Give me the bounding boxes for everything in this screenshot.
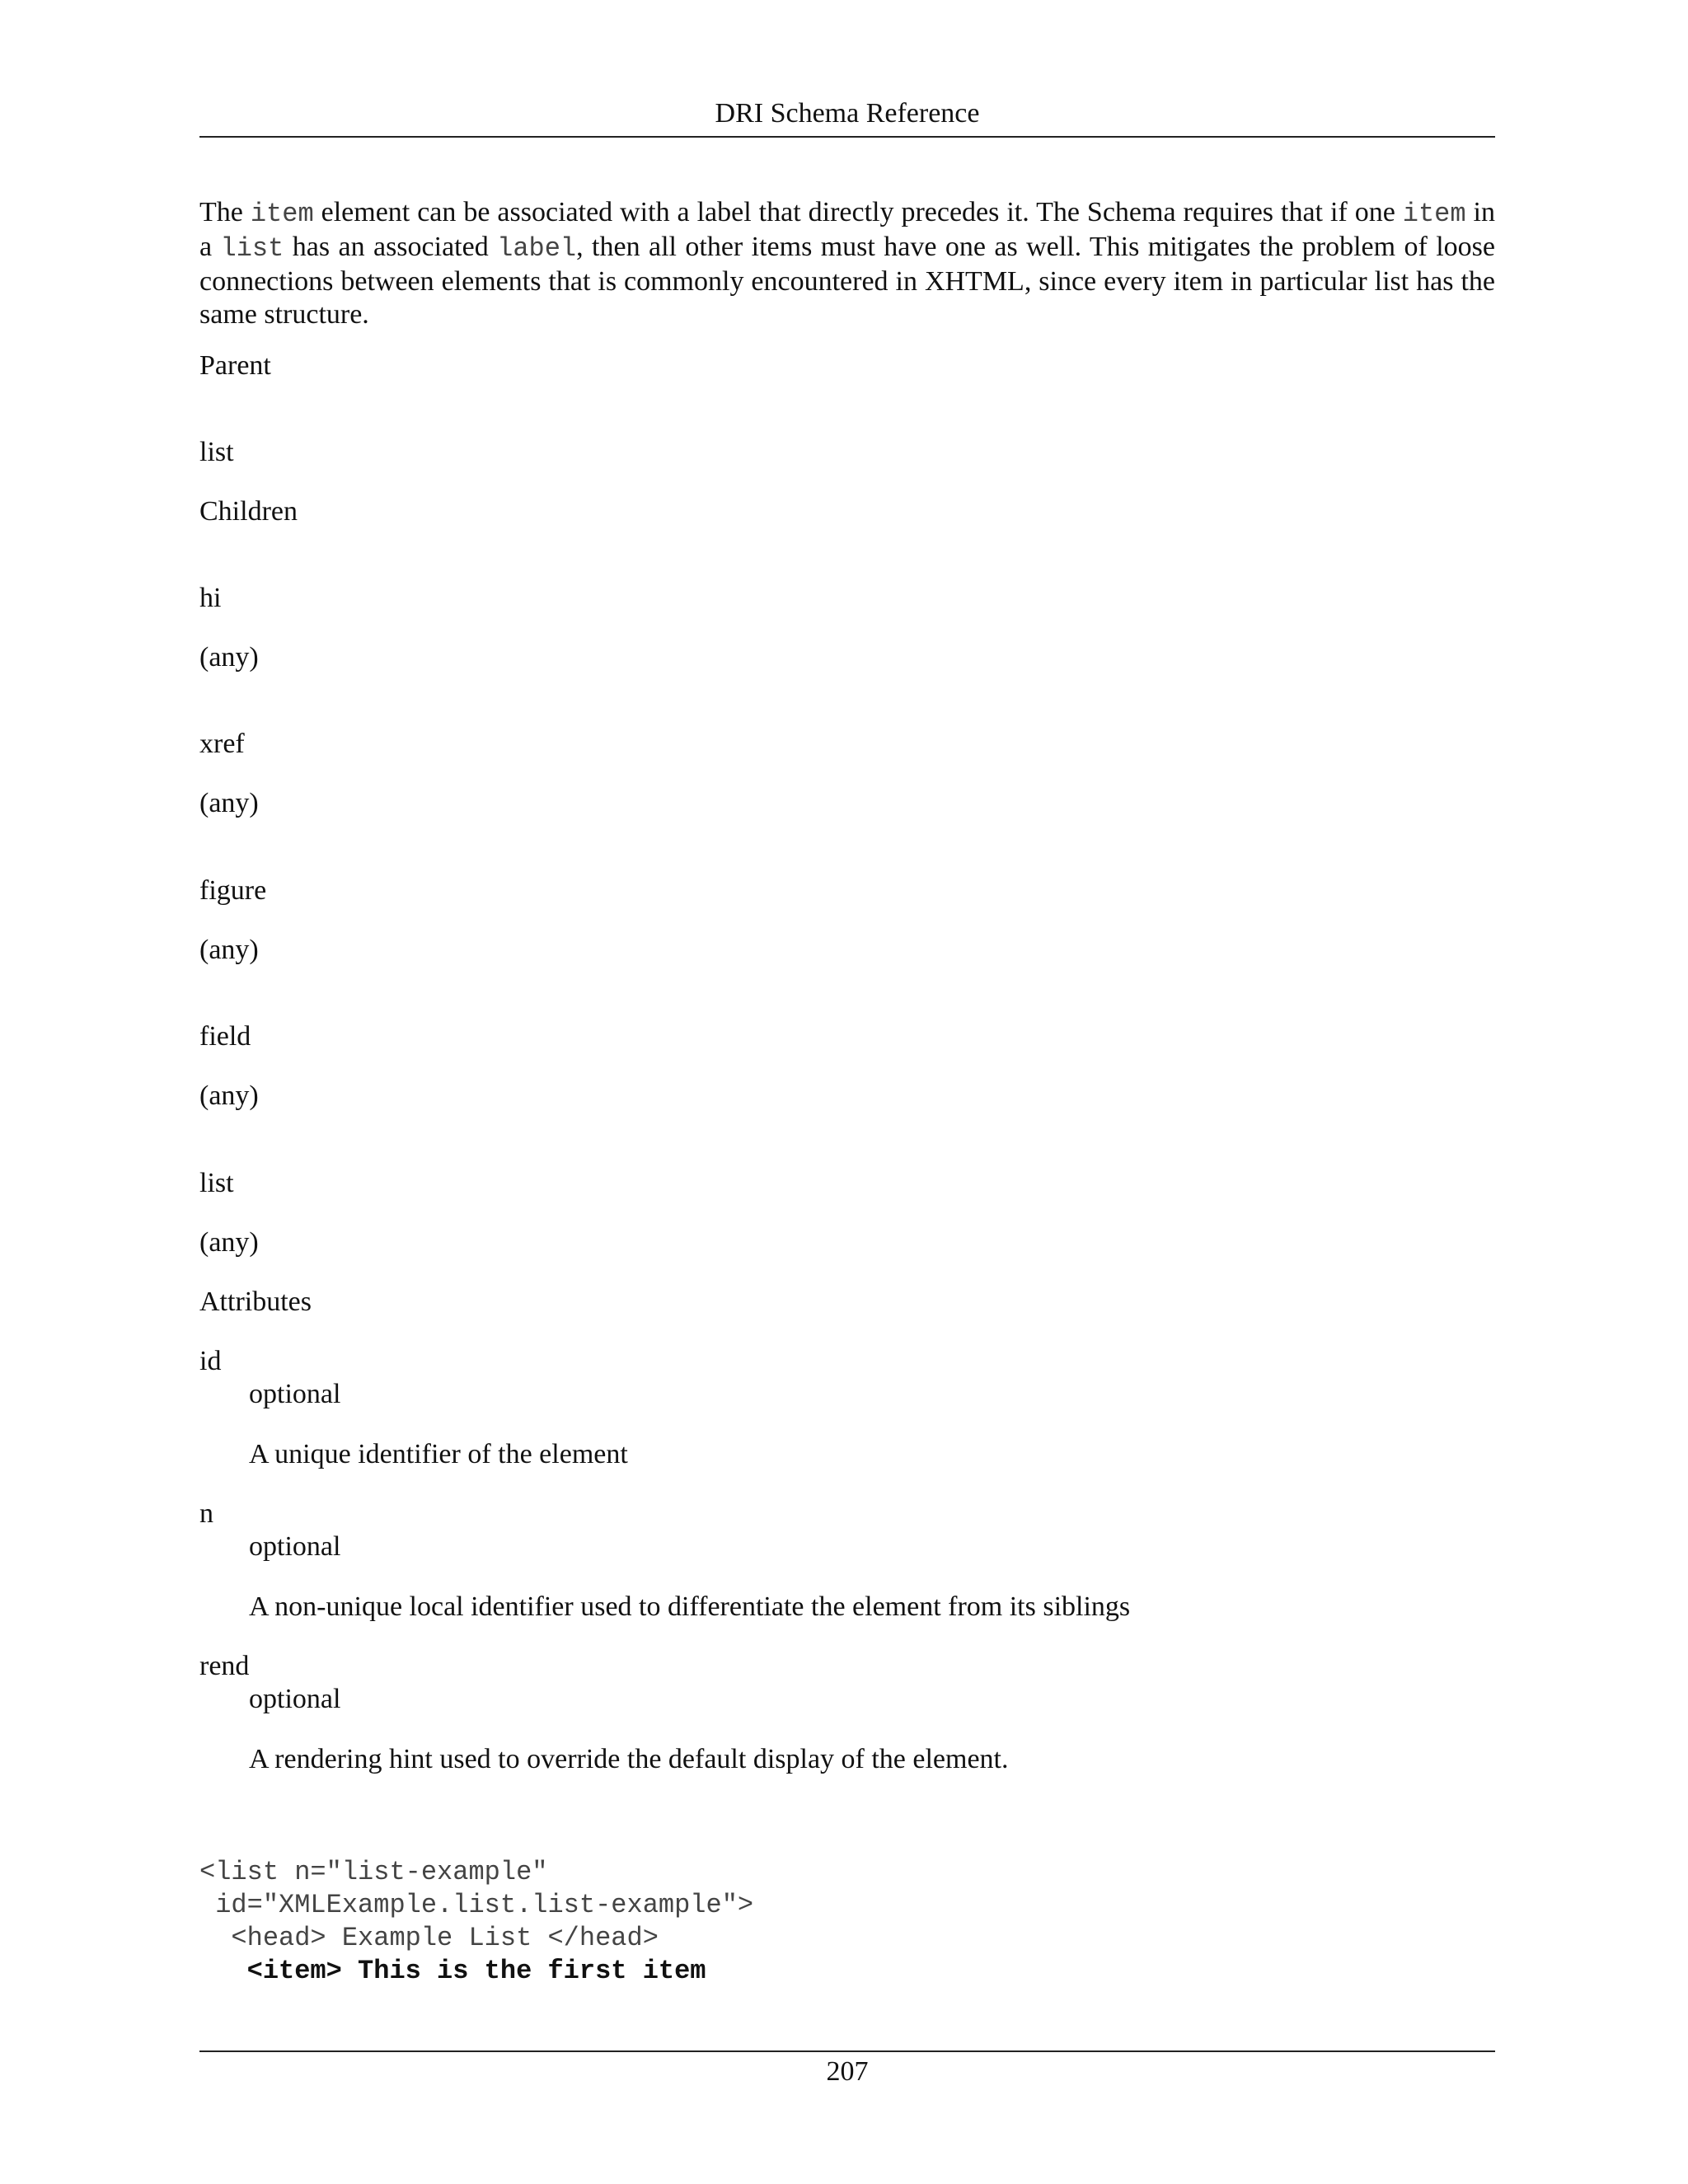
header-rule xyxy=(199,136,1495,138)
attribute-usage: optional xyxy=(249,1531,341,1562)
attribute-description: A non-unique local identifier used to differentiate the element from its siblings xyxy=(249,1591,1131,1622)
page-number: 207 xyxy=(826,2056,869,2087)
attribute-name: rend xyxy=(199,1651,250,1681)
child-occurrence: (any) xyxy=(199,1080,259,1111)
child-name: list xyxy=(199,1168,234,1198)
attribute-usage: optional xyxy=(249,1684,341,1714)
inline-code: list xyxy=(220,233,284,264)
attribute-name: id xyxy=(199,1346,222,1376)
child-occurrence: (any) xyxy=(199,642,259,673)
child-name: figure xyxy=(199,875,267,906)
parent-heading: Parent xyxy=(199,350,271,381)
intro-text: The xyxy=(199,197,251,227)
inline-code: label xyxy=(497,233,577,264)
xml-example xyxy=(199,1856,753,1988)
code-line: <list n="list-example" xyxy=(199,1857,548,1887)
child-name: hi xyxy=(199,583,222,613)
child-name: xref xyxy=(199,729,245,759)
attributes-heading: Attributes xyxy=(199,1286,312,1317)
running-header: DRI Schema Reference xyxy=(715,98,980,129)
attribute-usage: optional xyxy=(249,1379,341,1409)
children-heading: Children xyxy=(199,496,298,527)
attribute-description: A rendering hint used to override the default display of the element. xyxy=(249,1744,1009,1774)
footer-rule xyxy=(199,2050,1495,2052)
child-occurrence: (any) xyxy=(199,935,259,965)
document-page xyxy=(199,0,1495,2184)
child-name: field xyxy=(199,1021,251,1052)
code-line: <head> Example List </head> xyxy=(199,1923,659,1953)
intro-text: element can be associated with a label that directly precedes it. The Schema requires that if one xyxy=(313,197,1403,227)
intro-text: in a xyxy=(199,197,1495,262)
parent-item: list xyxy=(199,437,234,467)
attribute-description: A unique identifier of the element xyxy=(249,1439,628,1469)
child-occurrence: (any) xyxy=(199,788,259,818)
child-occurrence: (any) xyxy=(199,1227,259,1258)
attribute-name: n xyxy=(199,1498,213,1529)
code-line: id="XMLExample.list.list-example"> xyxy=(199,1890,754,1920)
inline-code: item xyxy=(1402,199,1466,229)
code-line-highlight: <item> This is the first item xyxy=(199,1956,706,1986)
inline-code: item xyxy=(250,199,314,229)
intro-paragraph xyxy=(199,196,1495,331)
intro-text: , then all other items must have one as well. This mitigates the problem of loose connections between elements that is commonly encountered in XHTML, since every item in particular list has the same structure. xyxy=(199,232,1495,330)
intro-text: has an associated xyxy=(284,232,498,262)
